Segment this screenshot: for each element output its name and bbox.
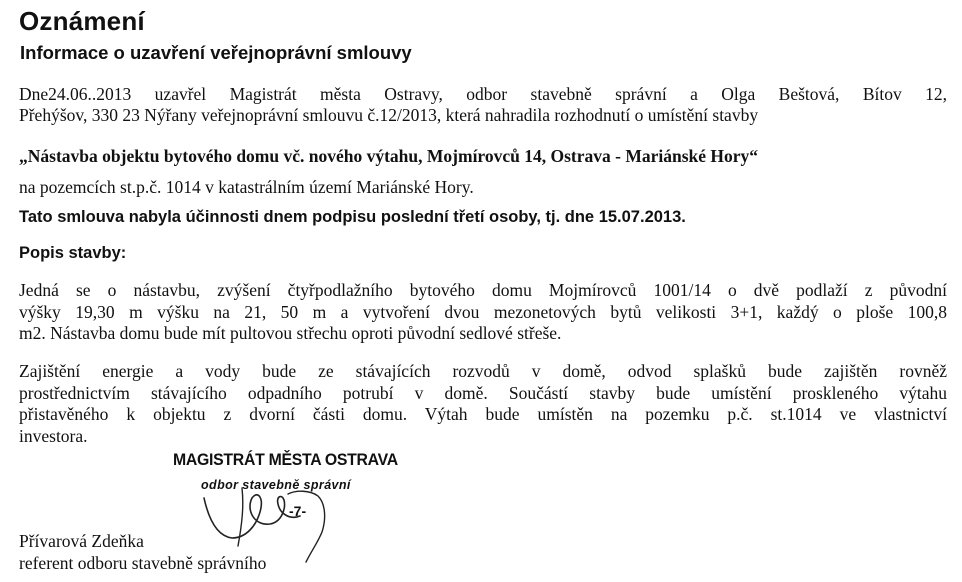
energie-paragraph bbox=[19, 361, 947, 447]
popis-heading: Popis stavby: bbox=[19, 244, 127, 262]
energie-line: investora. bbox=[19, 425, 88, 446]
author-role: referent odboru stavebně správního bbox=[19, 553, 267, 573]
pozemky-text: na pozemcích st.p.č. 1014 v katastrálním území Mariánské Hory. bbox=[19, 177, 474, 197]
energie-line: přistavěného k objektu z dvorní části domu. Výtah bude umístěn na pozemku p.č. st.1014 ve vlastnictví bbox=[19, 404, 947, 424]
intro-line: Přehýšov, 330 23 Nýřany veřejnoprávní smlouvu č.12/2013, která nahradila rozhodnutí o umístění stavby bbox=[19, 105, 759, 125]
document-subtitle: Informace o uzavření veřejnoprávní smlouvy bbox=[20, 42, 412, 63]
energie-line: Zajištění energie a vody bude ze stávajících rozvodů v domě, odvod splašků bude zajištěn rovněž bbox=[19, 361, 947, 381]
document-title: Oznámení bbox=[19, 6, 145, 36]
popis-line: Jedná se o nástavbu, zvýšení čtyřpodlažního bytového domu Mojmírovců 1001/14 o dvě podlaží z původní bbox=[19, 280, 947, 300]
stavba-name: „Nástavba objektu bytového domu vč. nového výtahu, Mojmírovců 14, Ostrava - Mariánské Hory“ bbox=[19, 146, 759, 166]
energie-line: prostřednictvím stávajícího odpadního potrubí v domě. Součástí stavby bude umístění proskleného výtahu bbox=[19, 382, 947, 403]
stamp-office-name: MAGISTRÁT MĚSTA OSTRAVA bbox=[173, 450, 398, 469]
stamp-department: odbor stavebně správní bbox=[201, 478, 351, 492]
popis-paragraph bbox=[19, 280, 947, 345]
popis-line: m2. Nástavba domu bude mít pultovou střechu oproti původní sedlové střeše. bbox=[19, 323, 562, 343]
ucinnost-statement: Tato smlouva nabyla účinnosti dnem podpisu poslední třetí osoby, tj. dne 15.07.2013. bbox=[19, 208, 686, 226]
stamp-number: -7- bbox=[289, 503, 307, 519]
author-name: Přívarová Zdeňka bbox=[19, 531, 144, 551]
intro-paragraph bbox=[19, 84, 947, 126]
popis-line: výšky 19,30 m výšku na 21, 50 m a vytvoření dvou mezonetových bytů velikosti 3+1, každý o ploše 100,8 bbox=[19, 301, 947, 322]
intro-line: Dne24.06..2013 uzavřel Magistrát města Ostravy, odbor stavebně správní a Olga Beštová, Bítov 12, bbox=[19, 84, 947, 104]
